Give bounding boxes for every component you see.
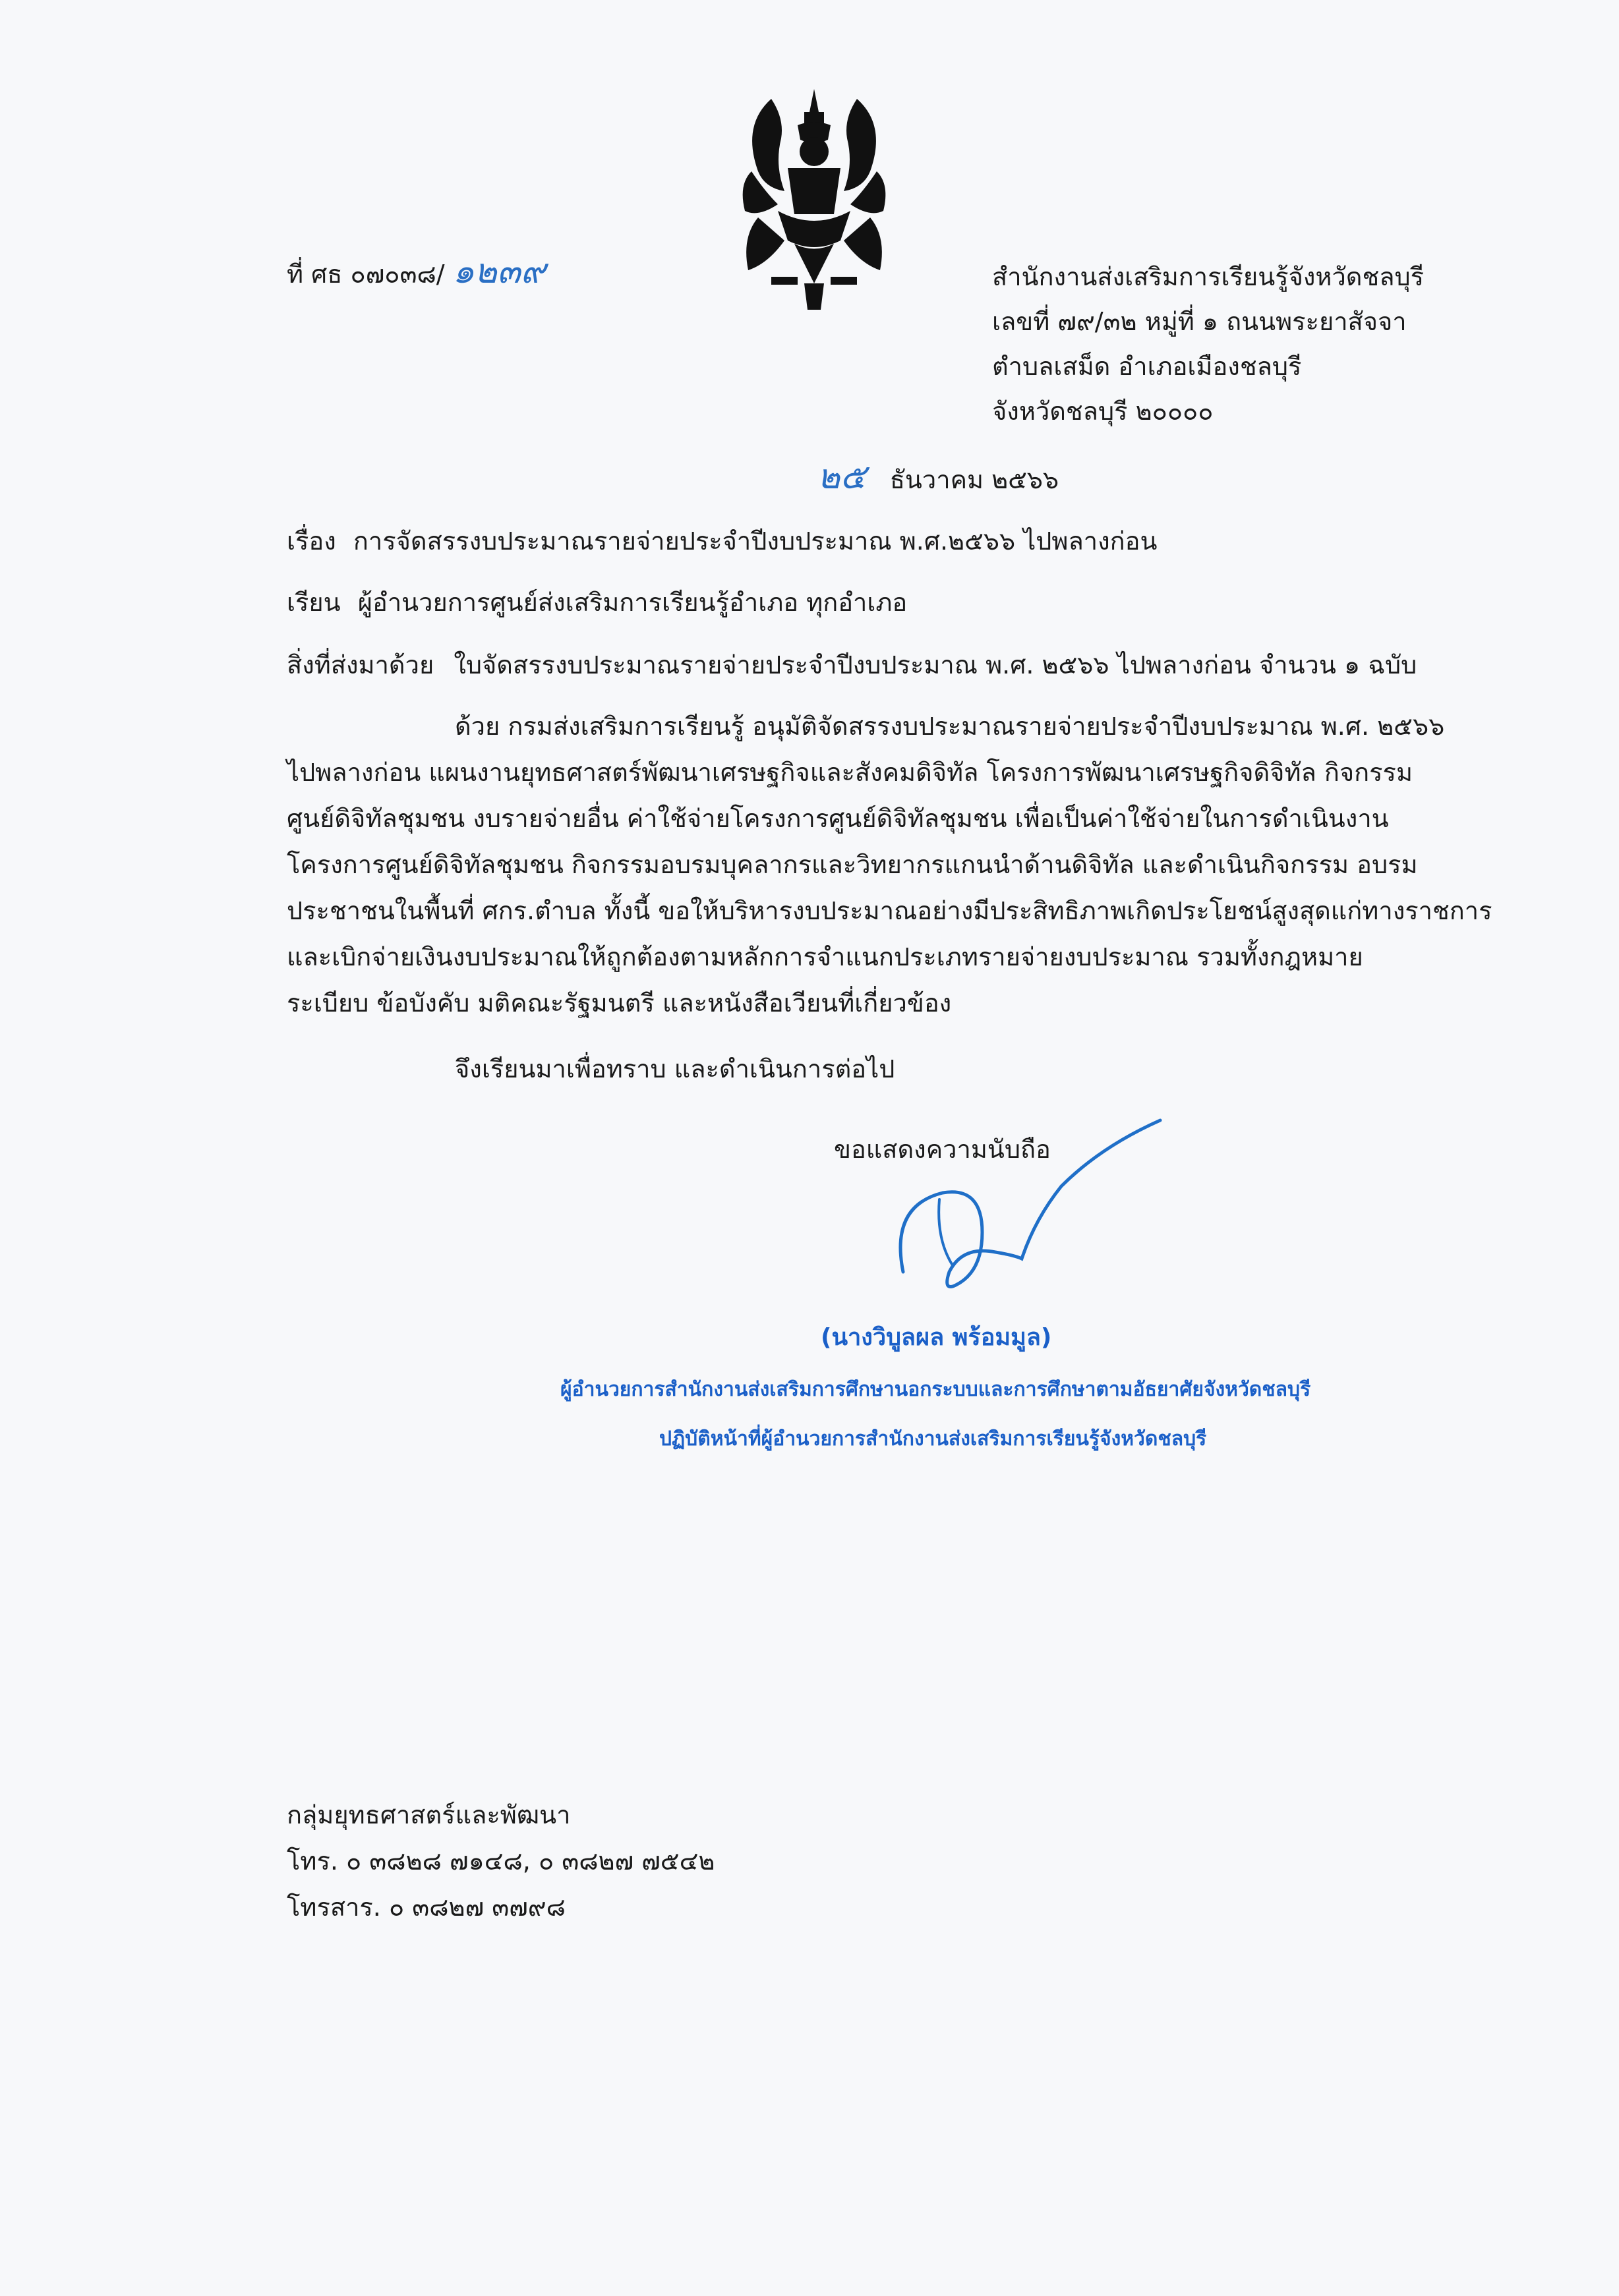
body-line-1: ด้วย กรมส่งเสริมการเรียนรู้ อนุมัติจัดสรรงบประมาณรายจ่ายประจำปีงบประมาณ พ.ศ. ๒๕๖๖ bbox=[455, 712, 1445, 741]
garuda-emblem-icon bbox=[732, 86, 897, 313]
reference-line bbox=[287, 252, 546, 291]
body-line-3: ศูนย์ดิจิทัลชุมชน งบรายจ่ายอื่น ค่าใช้จ่ายโครงการศูนย์ดิจิทัลชุมชน เพื่อเป็นค่าใช้จ่ายในการดำเนินงาน bbox=[287, 804, 1389, 833]
recipient-label: เรียน bbox=[287, 588, 341, 617]
recipient-line bbox=[287, 587, 907, 618]
footer-department: กลุ่มยุทธศาสตร์และพัฒนา bbox=[287, 1800, 571, 1829]
subject-line bbox=[287, 525, 1157, 557]
signatory-title-stamp-2: ปฏิบัติหน้าที่ผู้อำนวยการสำนักงานส่งเสริมการเรียนรู้จังหวัดชลบุรี bbox=[659, 1427, 1207, 1450]
date-month-year: ธันวาคม ๒๕๖๖ bbox=[889, 465, 1059, 494]
office-line-1: สำนักงานส่งเสริมการเรียนรู้จังหวัดชลบุรี bbox=[992, 262, 1425, 291]
signatory-name-stamp: (นางวิบูลผล พร้อมมูล) bbox=[821, 1324, 1052, 1351]
enclosure-label: สิ่งที่ส่งมาด้วย bbox=[287, 650, 434, 679]
body-line-4: โครงการศูนย์ดิจิทัลชุมชน กิจกรรมอบรมบุคลากรและวิทยากรแกนนำด้านดิจิทัล และดำเนินกิจกรรม อบรม bbox=[287, 850, 1418, 879]
date-day-handwritten: ๒๕ bbox=[817, 457, 866, 497]
office-line-2: เลขที่ ๗๙/๓๒ หมู่ที่ ๑ ถนนพระยาสัจจา bbox=[992, 307, 1407, 336]
closing-sentence: จึงเรียนมาเพื่อทราบ และดำเนินการต่อไป bbox=[455, 1054, 895, 1083]
body-line-2: ไปพลางก่อน แผนงานยุทธศาสตร์พัฒนาเศรษฐกิจและสังคมดิจิทัล โครงการพัฒนาเศรษฐกิจดิจิทัล กิจกรรม bbox=[287, 758, 1413, 787]
footer-fax: โทรสาร. ๐ ๓๘๒๗ ๓๗๙๘ bbox=[287, 1893, 566, 1922]
handwritten-signature bbox=[864, 1114, 1233, 1338]
enclosure-line bbox=[287, 649, 1417, 681]
date-line bbox=[817, 457, 1059, 497]
office-line-4: จังหวัดชลบุรี ๒๐๐๐๐ bbox=[992, 397, 1214, 426]
signatory-title-stamp-1: ผู้อำนวยการสำนักงานส่งเสริมการศึกษานอกระบบและการศึกษาตามอัธยาศัยจังหวัดชลบุรี bbox=[560, 1378, 1311, 1401]
footer-phone: โทร. ๐ ๓๘๒๘ ๗๑๔๘, ๐ ๓๘๒๗ ๗๕๔๒ bbox=[287, 1847, 715, 1876]
recipient-text: ผู้อำนวยการศูนย์ส่งเสริมการเรียนรู้อำเภอ ทุกอำเภอ bbox=[357, 588, 908, 617]
subject-text: การจัดสรรงบประมาณรายจ่ายประจำปีงบประมาณ พ.ศ.๒๕๖๖ ไปพลางก่อน bbox=[353, 527, 1158, 556]
body-line-5: ประชาชนในพื้นที่ ศกร.ตำบล ทั้งนี้ ขอให้บริหารงบประมาณอย่างมีประสิทธิภาพเกิดประโยชน์สูงสุดแก่ทางราชการ bbox=[287, 896, 1492, 925]
body-line-6: และเบิกจ่ายเงินงบประมาณให้ถูกต้องตามหลักการจำแนกประเภทรายจ่ายงบประมาณ รวมทั้งกฎหมาย bbox=[287, 942, 1363, 971]
subject-label: เรื่อง bbox=[287, 527, 336, 556]
enclosure-text: ใบจัดสรรงบประมาณรายจ่ายประจำปีงบประมาณ พ.ศ. ๒๕๖๖ ไปพลางก่อน จำนวน ๑ ฉบับ bbox=[454, 650, 1417, 679]
office-line-3: ตำบลเสม็ด อำเภอเมืองชลบุรี bbox=[992, 352, 1302, 381]
body-line-7: ระเบียบ ข้อบังคับ มติคณะรัฐมนตรี และหนังสือเวียนที่เกี่ยวข้อง bbox=[287, 989, 952, 1018]
reference-label: ที่ ศธ ๐๗๐๓๘/ bbox=[287, 260, 445, 289]
salutation: ขอแสดงความนับถือ bbox=[834, 1135, 1051, 1164]
reference-number-handwritten: ๑๒๓๙ bbox=[452, 252, 546, 291]
